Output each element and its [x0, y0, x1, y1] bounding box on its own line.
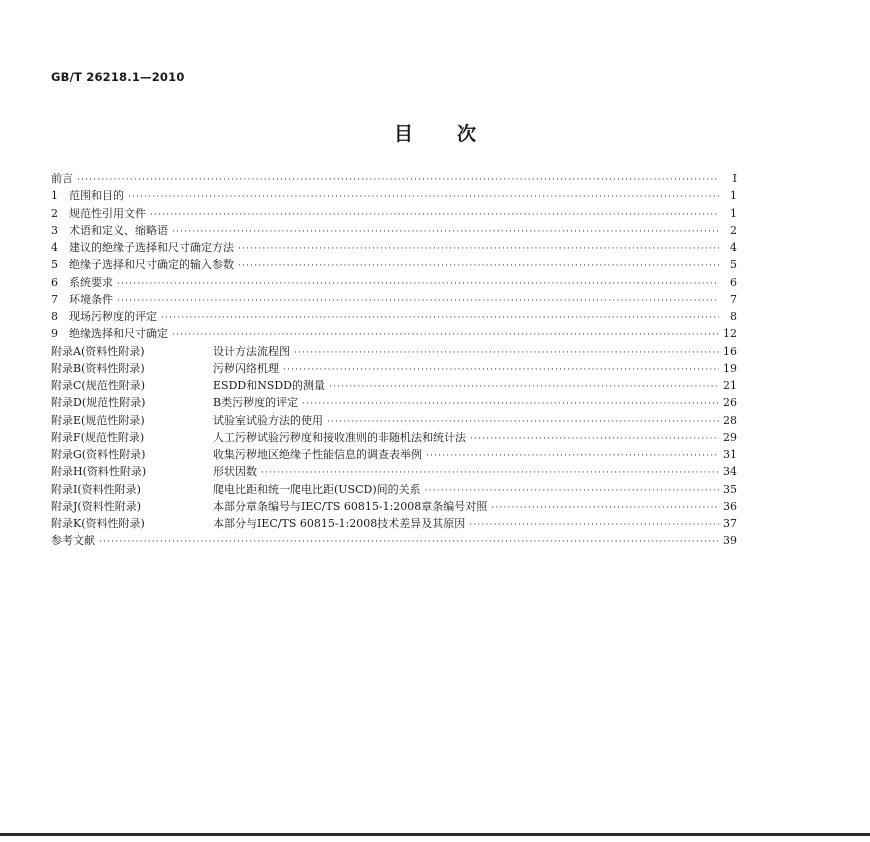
- toc-page: 34: [723, 465, 737, 479]
- appendix-prefix: 附录C(规范性附录): [51, 379, 145, 392]
- appendix-prefix: 附录J(资料性附录): [51, 499, 141, 513]
- appendix-prefix: 附录G(资料性附录): [51, 448, 146, 461]
- appendix-prefix: 附录F(规范性附录): [51, 430, 145, 444]
- toc-entry-9[interactable]: [51, 325, 737, 342]
- toc-entry-appendix-k[interactable]: [51, 515, 737, 532]
- toc-entry-appendix-c[interactable]: [51, 377, 737, 394]
- toc-page: 6: [730, 275, 737, 289]
- toc-page: 28: [723, 413, 737, 427]
- toc-label: 收集污秽地区绝缘子性能信息的调查表举例: [213, 448, 422, 461]
- appendix-prefix: 附录A(资料性附录): [51, 344, 145, 358]
- toc-entry-appendix-a[interactable]: [51, 343, 737, 360]
- toc-entry-8[interactable]: [51, 308, 737, 325]
- toc-page: 4: [730, 241, 737, 254]
- toc-page: 1: [730, 206, 737, 220]
- leader-dots: [283, 362, 719, 379]
- toc-entry-1[interactable]: [51, 187, 737, 204]
- leader-dots: [302, 396, 719, 413]
- appendix-prefix: 附录D(规范性附录): [51, 396, 146, 410]
- toc-entry-2[interactable]: [51, 205, 737, 222]
- toc-page: 5: [730, 258, 737, 272]
- toc-entry-appendix-f[interactable]: [51, 429, 737, 446]
- toc-number: 9: [51, 327, 58, 341]
- toc-label: ESDD和NSDD的测量: [213, 379, 326, 392]
- toc-entry-appendix-g[interactable]: [51, 446, 737, 463]
- bottom-rule: [0, 833, 870, 836]
- leader-dots: [238, 258, 719, 275]
- toc-page: 37: [723, 517, 737, 530]
- toc-number: 7: [51, 292, 58, 306]
- leader-dots: [469, 517, 719, 534]
- toc-label: 范围和目的: [69, 189, 124, 203]
- toc-number: 5: [51, 258, 58, 272]
- leader-dots: [329, 379, 719, 396]
- toc-label: 本部分章条编号与IEC/TS 60815-1:2008章条编号对照: [213, 499, 488, 513]
- toc-page: 26: [723, 396, 737, 410]
- toc-label: 系统要求: [69, 275, 113, 289]
- toc-entry-appendix-j[interactable]: [51, 498, 737, 515]
- toc-entry-foreword[interactable]: [51, 170, 737, 187]
- leader-dots: [491, 500, 719, 517]
- toc-page: 31: [723, 448, 737, 461]
- leader-dots: [426, 448, 719, 465]
- toc-entry-7[interactable]: [51, 291, 737, 308]
- toc-label: 绝缘选择和尺寸确定: [69, 327, 168, 341]
- toc-label: 现场污秽度的评定: [69, 310, 157, 323]
- toc-entry-4[interactable]: [51, 239, 737, 256]
- table-of-contents: [51, 170, 737, 550]
- toc-page: 7: [730, 292, 737, 306]
- appendix-prefix: 附录E(规范性附录): [51, 413, 145, 427]
- toc-page: 2: [730, 223, 737, 237]
- appendix-prefix: 附录I(资料性附录): [51, 482, 141, 496]
- toc-page: 35: [723, 482, 737, 496]
- toc-label: 绝缘子选择和尺寸确定的输入参数: [69, 258, 234, 272]
- toc-number: 2: [51, 206, 58, 220]
- leader-dots: [77, 172, 719, 189]
- toc-number: 4: [51, 241, 58, 254]
- toc-entry-appendix-h[interactable]: [51, 463, 737, 480]
- toc-page: 12: [723, 327, 737, 341]
- toc-label: 术语和定义、缩略语: [69, 223, 168, 237]
- leader-dots: [470, 431, 719, 448]
- toc-label: 形状因数: [213, 465, 257, 479]
- leader-dots: [172, 224, 719, 241]
- toc-label: 爬电比距和统一爬电比距(USCD)间的关系: [213, 482, 421, 496]
- toc-page: 19: [723, 361, 737, 375]
- toc-label: 前言: [51, 172, 73, 185]
- toc-number: 6: [51, 275, 58, 289]
- toc-page: 1: [730, 189, 737, 203]
- toc-label: 规范性引用文件: [69, 206, 146, 220]
- toc-page: 21: [723, 379, 737, 392]
- document-code: GB/T 26218.1—2010: [51, 70, 185, 84]
- toc-entry-appendix-d[interactable]: [51, 394, 737, 411]
- toc-page: 39: [723, 534, 737, 548]
- toc-entry-3[interactable]: [51, 222, 737, 239]
- leader-dots: [294, 345, 719, 362]
- toc-entry-6[interactable]: [51, 274, 737, 291]
- toc-page: 36: [723, 499, 737, 513]
- leader-dots: [238, 241, 719, 258]
- toc-page: I: [732, 172, 737, 185]
- toc-number: 8: [51, 310, 58, 323]
- toc-label: 污秽闪络机理: [213, 361, 279, 375]
- leader-dots: [150, 207, 719, 224]
- toc-label: 本部分与IEC/TS 60815-1:2008技术差异及其原因: [213, 517, 466, 530]
- toc-label: 人工污秽试验污秽度和接收准则的非随机法和统计法: [213, 430, 466, 444]
- toc-label: 试验室试验方法的使用: [213, 413, 323, 427]
- toc-label: B类污秽度的评定: [213, 396, 299, 410]
- toc-label: 环境条件: [69, 292, 113, 306]
- toc-entry-appendix-e[interactable]: [51, 412, 737, 429]
- appendix-prefix: 附录H(资料性附录): [51, 465, 147, 479]
- leader-dots: [128, 189, 719, 206]
- toc-entry-5[interactable]: [51, 256, 737, 273]
- leader-dots: [117, 276, 719, 293]
- toc-label: 参考文献: [51, 534, 95, 548]
- appendix-prefix: 附录B(资料性附录): [51, 361, 145, 375]
- toc-entry-appendix-b[interactable]: [51, 360, 737, 377]
- appendix-prefix: 附录K(资料性附录): [51, 517, 145, 530]
- toc-number: 3: [51, 223, 58, 237]
- toc-entry-references[interactable]: [51, 532, 737, 549]
- toc-page: 8: [730, 310, 737, 323]
- page-title: 目次: [393, 123, 520, 145]
- toc-entry-appendix-i[interactable]: [51, 481, 737, 498]
- toc-page: 29: [723, 430, 737, 444]
- toc-page: 16: [723, 344, 737, 358]
- toc-label: 设计方法流程图: [213, 344, 290, 358]
- leader-dots: [99, 534, 719, 551]
- leader-dots: [161, 310, 719, 327]
- toc-number: 1: [51, 189, 58, 203]
- toc-label: 建议的绝缘子选择和尺寸确定方法: [69, 241, 234, 254]
- leader-dots: [117, 293, 719, 310]
